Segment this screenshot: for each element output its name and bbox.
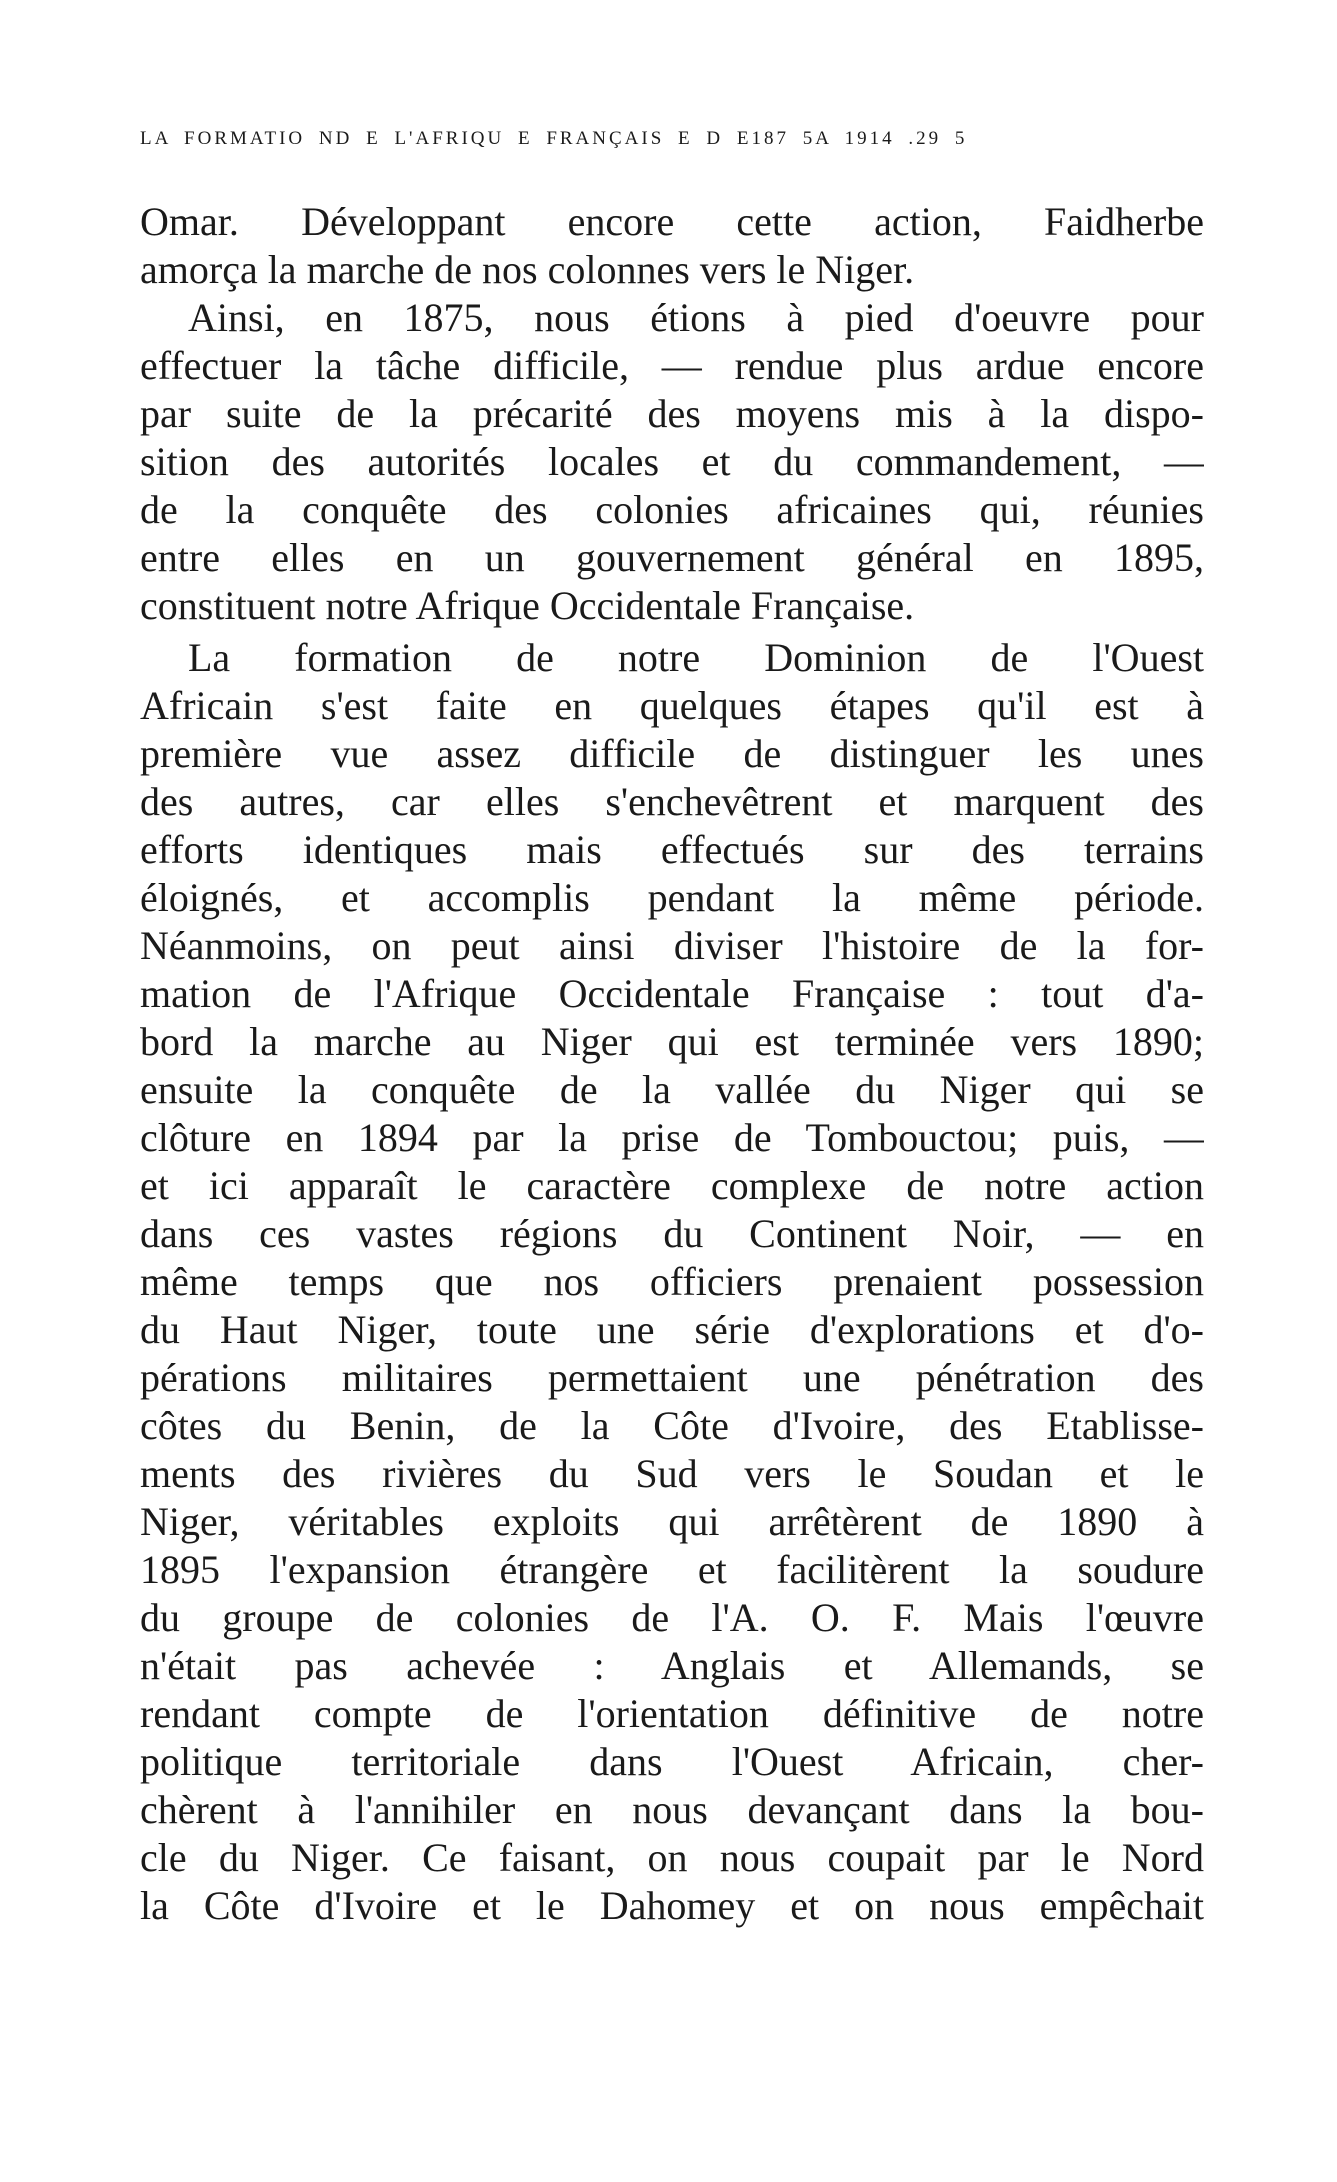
text-line: cle du Niger. Ce faisant, on nous coupait par le Nord [140, 1835, 1204, 1880]
text-line: la Côte d'Ivoire et le Dahomey et on nous empêchait [140, 1883, 1204, 1928]
text-line: du Haut Niger, toute une série d'explorations et d'o- [140, 1307, 1204, 1352]
paragraph-start-line: Ainsi, en 1875, nous étions à pied d'oeuvre pour [188, 295, 1204, 340]
text-line: dans ces vastes régions du Continent Noir, — en [140, 1211, 1204, 1256]
body-text [140, 198, 1204, 1930]
text-line: Africain s'est faite en quelques étapes qu'il est à [140, 683, 1204, 728]
running-head: LA FORMATIO ND E L'AFRIQU E FRANÇAIS E D E187 5A 1914 .29 5 [140, 128, 968, 149]
text-line: sition des autorités locales et du commandement, — [140, 439, 1204, 484]
text-line: du groupe de colonies de l'A. O. F. Mais l'œuvre [140, 1595, 1204, 1640]
text-line: ensuite la conquête de la vallée du Niger qui se [140, 1067, 1204, 1112]
text-line: rendant compte de l'orientation définitive de notre [140, 1691, 1204, 1736]
text-line: 1895 l'expansion étrangère et facilitèrent la soudure [140, 1547, 1204, 1592]
text-line: première vue assez difficile de distinguer les unes [140, 731, 1204, 776]
text-line: de la conquête des colonies africaines qui, réunies [140, 487, 1204, 532]
text-line: par suite de la précarité des moyens mis à la dispo- [140, 391, 1204, 436]
text-line: côtes du Benin, de la Côte d'Ivoire, des Etablisse- [140, 1403, 1204, 1448]
text-line: Néanmoins, on peut ainsi diviser l'histoire de la for- [140, 923, 1204, 968]
text-line: clôture en 1894 par la prise de Tombouctou; puis, — [140, 1115, 1204, 1160]
text-line: effectuer la tâche difficile, — rendue plus ardue encore [140, 343, 1204, 388]
text-line: constituent notre Afrique Occidentale Française. [140, 583, 915, 628]
text-line: pérations militaires permettaient une pénétration des [140, 1355, 1204, 1400]
text-line: chèrent à l'annihiler en nous devançant dans la bou- [140, 1787, 1204, 1832]
text-line: même temps que nos officiers prenaient possession [140, 1259, 1204, 1304]
paragraph-start-line: La formation de notre Dominion de l'Ouest [188, 635, 1204, 680]
text-line: bord la marche au Niger qui est terminée vers 1890; [140, 1019, 1204, 1064]
text-line: ments des rivières du Sud vers le Soudan et le [140, 1451, 1204, 1496]
text-line: et ici apparaît le caractère complexe de notre action [140, 1163, 1204, 1208]
text-line: Omar. Développant encore cette action, Faidherbe [140, 199, 1204, 244]
text-line: éloignés, et accomplis pendant la même période. [140, 875, 1204, 920]
text-line: politique territoriale dans l'Ouest Africain, cher- [140, 1739, 1204, 1784]
text-line: Niger, véritables exploits qui arrêtèrent de 1890 à [140, 1499, 1204, 1544]
text-line: des autres, car elles s'enchevêtrent et marquent des [140, 779, 1204, 824]
text-line: efforts identiques mais effectués sur des terrains [140, 827, 1204, 872]
text-line: amorça la marche de nos colonnes vers le Niger. [140, 247, 915, 292]
text-line: mation de l'Afrique Occidentale Française : tout d'a- [140, 971, 1204, 1016]
text-line: n'était pas achevée : Anglais et Allemands, se [140, 1643, 1204, 1688]
text-line: entre elles en un gouvernement général en 1895, [140, 535, 1204, 580]
